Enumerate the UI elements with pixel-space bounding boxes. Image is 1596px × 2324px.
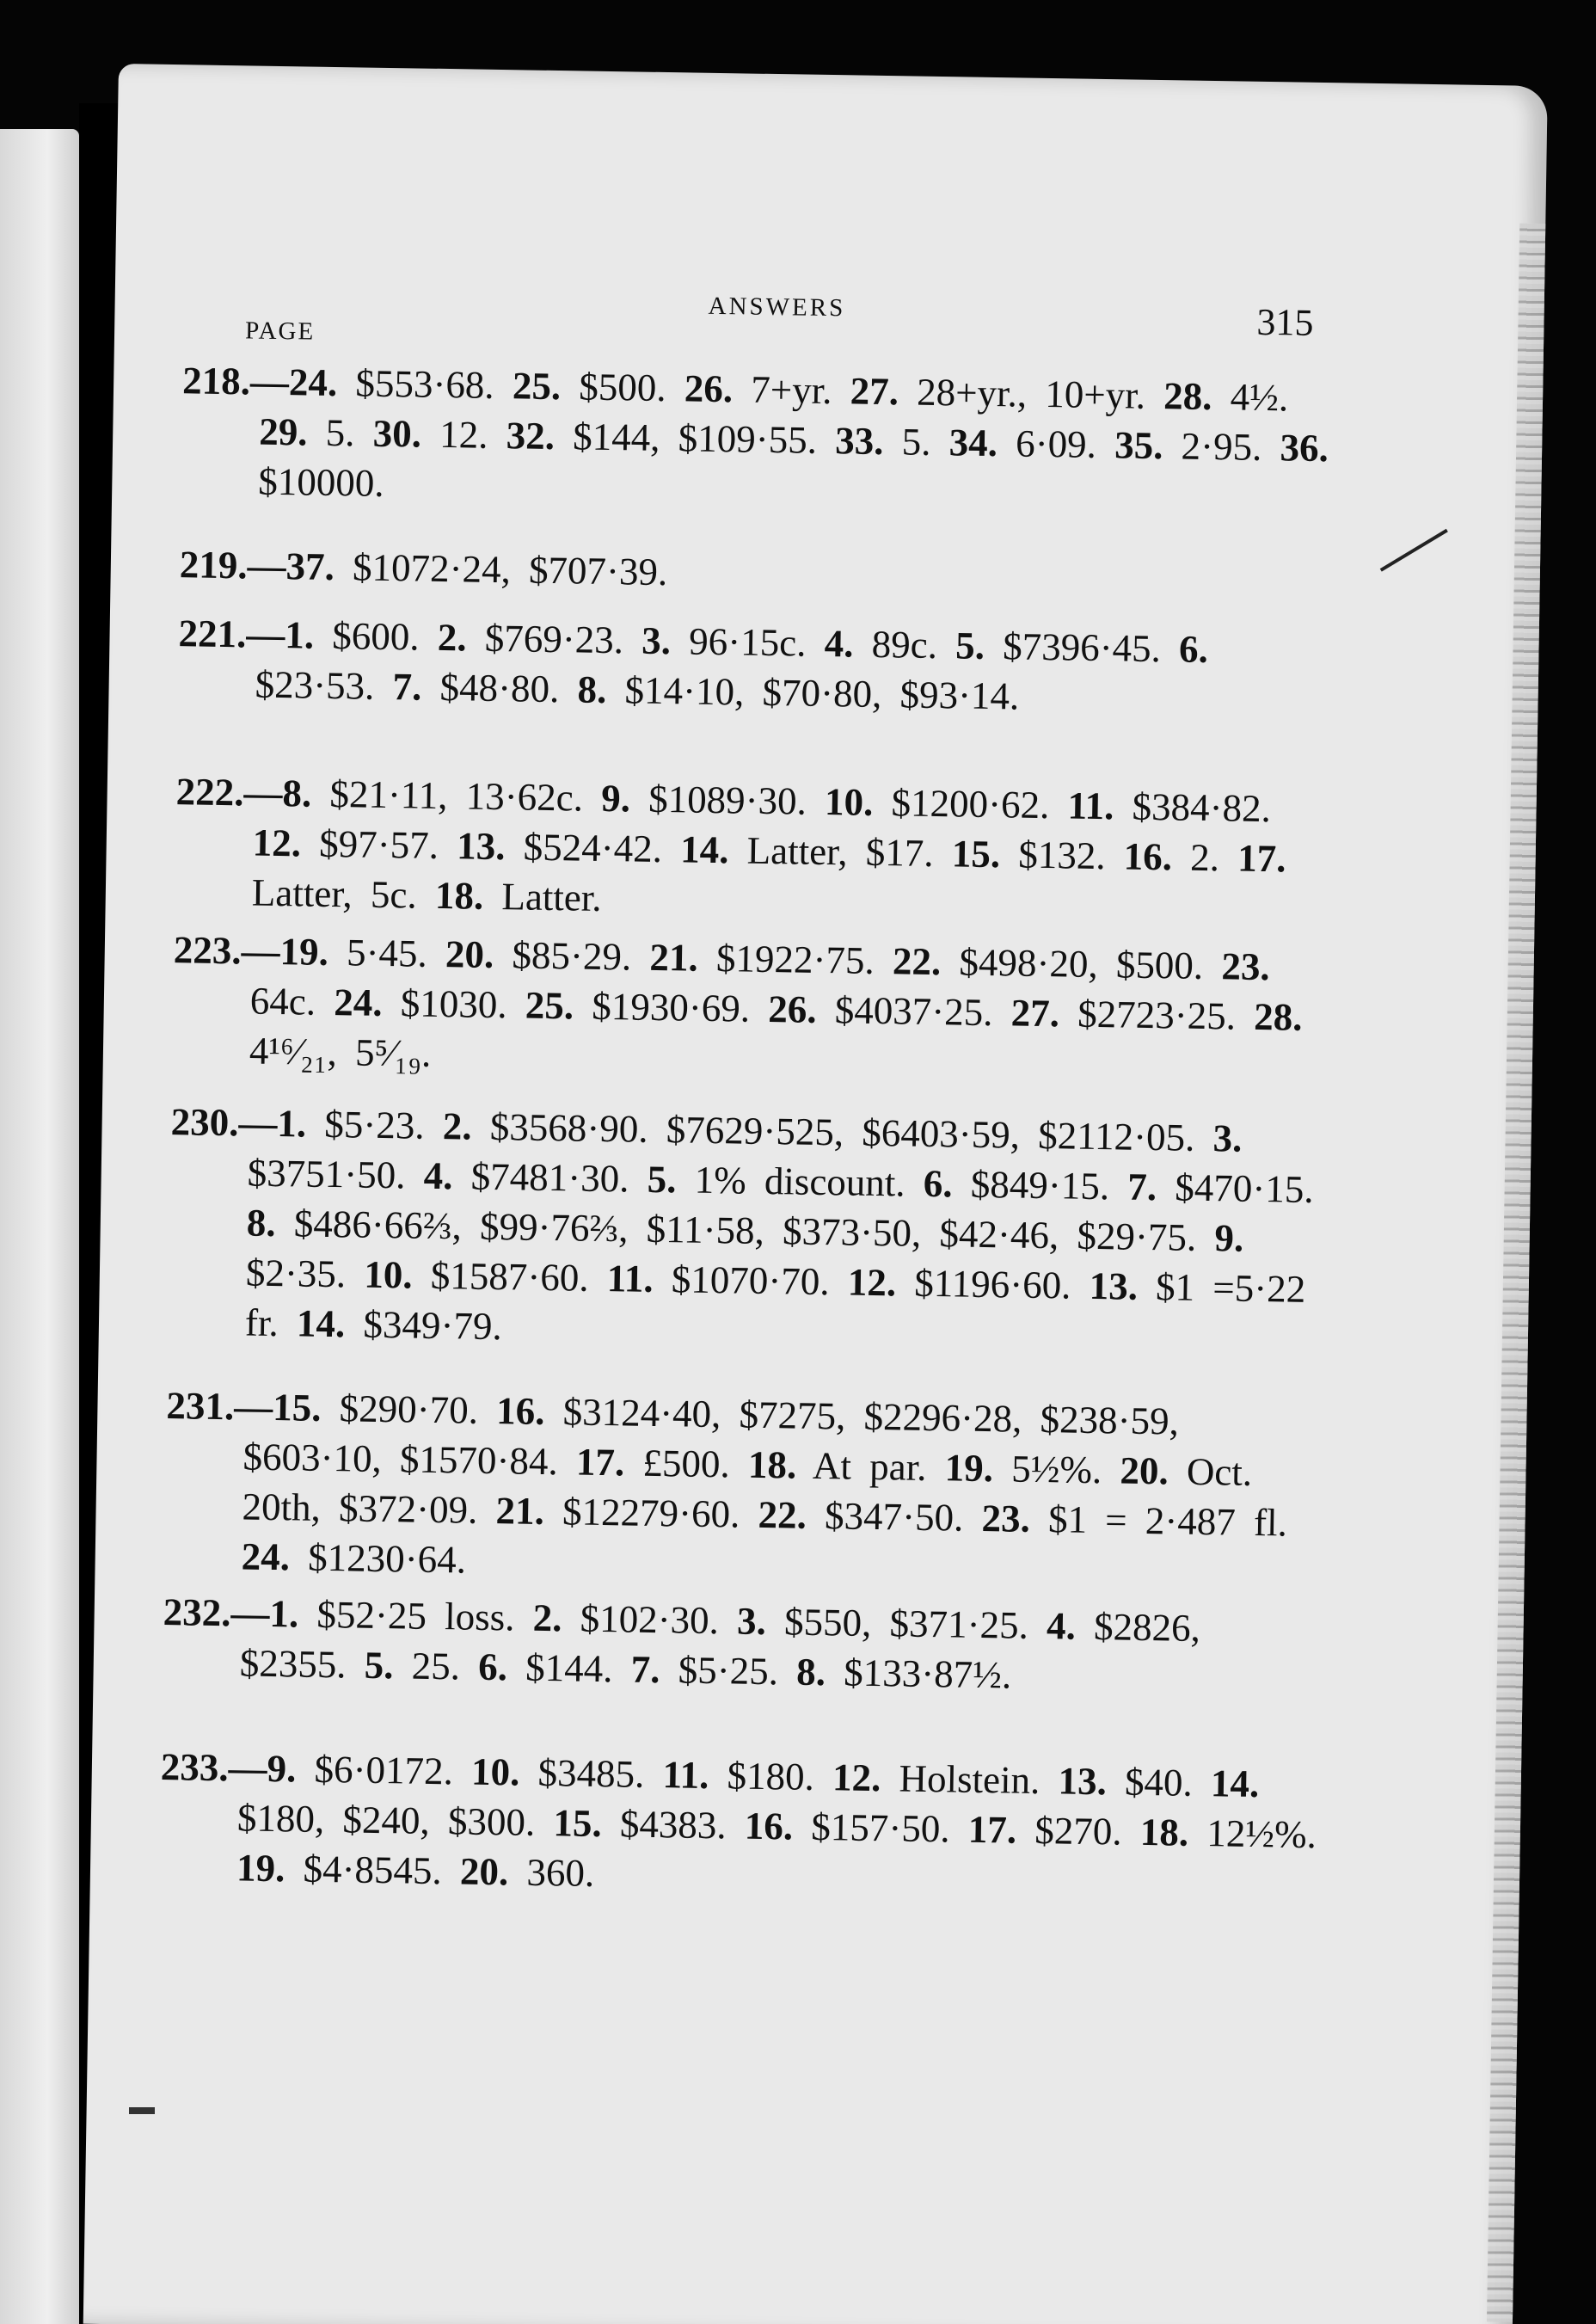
answer-item [246,1202,1196,1259]
question-number: 12. [252,821,302,865]
question-number: 18. [1139,1810,1189,1854]
answer-value: $1 =5·22 fr. [244,1264,1306,1345]
answer-value: $290·70. [321,1386,479,1432]
answer-item [649,936,875,982]
answer-entry-230 [168,1097,1332,1364]
answer-value: $12279·60. [543,1489,740,1536]
answer-value: $102·30. [562,1596,720,1643]
answer-item [457,824,663,870]
answer-item [364,1644,460,1688]
question-number: 15. [553,1801,603,1846]
answer-value: $5·25. [660,1648,779,1694]
pencil-tick-mark [1380,529,1448,572]
question-number: 17. [1237,836,1286,881]
answer-page-ref: 222.— [175,770,283,815]
question-number: 8. [795,1650,826,1694]
page-number: 315 [1256,300,1314,344]
question-number: 5. [955,624,985,667]
answer-item [825,780,1050,827]
question-number: 37. [285,544,335,589]
question-number: 11. [606,1257,654,1300]
answer-item [680,827,934,875]
answer-item [445,932,632,978]
answer-value: $7396·45. [984,624,1162,671]
answer-value: 1% discount. [676,1158,906,1205]
answer-item [364,1253,589,1300]
answer-value: Latter. [482,874,603,919]
answer-page-ref: 233.— [160,1745,268,1790]
question-number: 4. [423,1153,453,1198]
answer-value: $144, $109·55. [554,415,818,462]
answer-value: $1072·24, $707·39. [334,545,668,594]
answer-entry-233 [159,1742,1323,1909]
question-number: 5. [647,1157,677,1202]
answer-item [532,1596,719,1642]
question-number: 16. [744,1804,794,1848]
question-number: 6. [923,1161,954,1206]
question-number: 1. [284,613,315,657]
answer-value: £500. [623,1441,731,1486]
question-number: 7. [630,1647,660,1692]
answer-value: $2826, $2355. [239,1604,1201,1687]
question-number: 15. [272,1386,322,1429]
question-number: 12. [847,1260,897,1305]
question-number: 13. [1058,1759,1108,1804]
answer-item [758,1493,964,1540]
answer-value: 2. [1171,835,1220,880]
answer-item [478,1645,613,1690]
answer-value: 360. [507,1850,595,1895]
question-number: 26. [767,987,817,1031]
answer-item [748,1443,927,1489]
question-number: 25. [525,983,574,1028]
question-number: 20. [445,932,494,976]
question-number: 21. [495,1489,545,1533]
answer-item [471,1750,645,1796]
answer-item [1163,374,1289,419]
answer-value: Latter, $17. [728,828,934,875]
answer-page-ref: 219.— [179,543,286,588]
answer-item [1010,991,1236,1037]
page-column-label: PAGE [244,317,316,346]
answer-item [443,1104,1195,1159]
question-number: 14. [1210,1761,1260,1806]
answer-value: $849·15. [952,1162,1110,1208]
answer-item [955,624,1162,670]
answer-item [285,544,667,593]
answer-value: $180. [708,1754,815,1798]
answer-value: $4037·25. [816,987,993,1035]
answer-value: 5. [883,420,931,464]
question-number: 9. [267,1746,297,1791]
answer-item [435,874,602,919]
question-number: 3. [641,618,672,663]
question-number: 3. [1212,1116,1243,1160]
answer-value: 28+yr., 10+yr. [898,370,1146,417]
answer-value: $2·35. [245,1251,347,1296]
answer-value: $3568·90. $7629·525, $6403·59, $2112·05. [471,1104,1195,1159]
answer-value: $498·20, $500. [940,940,1204,987]
answer-value: 7+yr. [732,367,832,413]
answer-item [1127,1165,1314,1211]
answer-item [630,1648,778,1694]
answer-entry-232 [162,1587,1324,1705]
answer-value: $550, $371·25. [765,1600,1029,1647]
answer-entry-223 [172,925,1335,1092]
question-number: 35. [1114,423,1163,468]
answer-item [641,619,807,665]
question-number: 22. [758,1492,807,1537]
answer-value: $3124·40, $7275, $2296·28, $238·59, $603·10, $1570·84. [242,1389,1180,1484]
answer-value: $524·42. [505,825,663,871]
answer-item [948,421,1096,466]
answer-value: $48·80. [421,665,560,711]
answer-value: $769·23. [466,616,624,662]
answer-value: $1 = 2·487 fl. [1029,1497,1288,1545]
answer-item [252,821,439,867]
question-number: 18. [747,1442,797,1487]
answer-item [460,1849,595,1894]
answer-entry-219 [179,539,1341,607]
answer-page-ref: 218.— [181,359,290,404]
answer-value: $6·0172. [295,1747,454,1793]
answer-value: $600. [313,613,420,659]
answer-value: $486·66⅔, $99·76⅔, $11·58, $373·50, $42·46, $29·75. [275,1202,1197,1259]
question-number: 15. [951,832,1001,876]
answer-item [282,772,583,819]
question-number: 19. [236,1846,285,1891]
answer-value: $3485. [519,1750,645,1796]
answer-value: 12. [420,412,488,457]
answer-value: 4½. [1212,375,1289,420]
question-number: 14. [679,827,729,872]
question-number: 28. [1253,994,1303,1039]
question-number: 24. [288,360,338,405]
answer-value: $470·15. [1156,1165,1314,1211]
answer-item [495,1489,740,1535]
answer-item [437,616,623,661]
answer-item [506,414,817,462]
answer-item [259,410,355,455]
answer-value: 64c. [249,979,316,1024]
question-number: 28. [1163,374,1212,419]
answer-item [277,1102,425,1147]
answer-value: $384·82. [1114,784,1272,831]
question-number: 9. [1214,1216,1244,1260]
answer-item [768,987,993,1034]
question-number: 5. [364,1643,394,1688]
question-number: 30. [372,411,422,456]
answer-item [269,1592,515,1638]
answer-value: $347·50. [806,1493,964,1540]
question-number: 25. [512,364,562,409]
question-number: 12. [832,1755,881,1800]
answer-entry-231 [163,1380,1327,1598]
answer-value: $85·29. [493,932,632,979]
question-number: 27. [1010,991,1060,1036]
question-number: 13. [456,824,506,869]
answer-value: 96·15c. [670,619,807,665]
answer-item [372,412,488,457]
question-number: 29. [258,409,308,454]
question-number: 34. [948,421,998,465]
answer-value: $349·79. [344,1302,503,1349]
answer-item [835,419,931,464]
question-number: 6. [1178,627,1209,671]
answer-item [392,665,560,710]
answer-value: $180, $240, $300. [236,1796,536,1844]
answers-page [83,64,1548,2324]
answer-entry-221 [177,608,1340,726]
answer-value: $553·68. [336,361,495,407]
margin-mark [129,2107,155,2114]
question-number: 23. [981,1496,1031,1540]
question-number: 23. [1221,944,1271,989]
page-edge-texture [1487,224,1545,2322]
answer-value: $1200·62. [873,780,1050,827]
answer-value: $270. [1016,1808,1122,1854]
answer-value: $4383. [601,1802,727,1848]
answer-entry-222 [174,766,1337,934]
answer-value: $5·23. [305,1102,426,1147]
answer-value: 6·09. [997,421,1097,466]
question-number: 20. [459,1849,509,1894]
question-number: 8. [282,772,312,815]
question-number: 4. [824,621,854,666]
question-number: 14. [296,1301,346,1346]
answer-value: $1230·64. [289,1535,467,1582]
question-number: 6. [477,1645,508,1689]
answer-value: Holstein. [880,1756,1040,1803]
answer-item [850,369,1145,416]
answer-item [297,1301,503,1348]
question-number: 19. [279,930,329,974]
question-number: 26. [684,366,734,411]
answer-value: 5·45. [328,930,428,975]
question-number: 22. [892,939,942,984]
answer-item [951,832,1106,877]
answer-value: 89c. [853,622,938,667]
question-number: 1. [269,1591,299,1636]
answer-item [1067,784,1271,830]
question-number: 24. [333,981,384,1024]
answer-page-ref: 231.— [166,1384,273,1429]
answer-item [241,1534,466,1581]
question-number: 10. [470,1749,520,1794]
answer-value: $157·50. [792,1804,951,1851]
answer-value: $14·10, $70·80, $93·14. [605,668,1020,718]
question-number: 7. [1126,1165,1157,1209]
answer-item [601,777,807,823]
question-number: 17. [575,1440,625,1485]
question-number: 11. [1067,784,1114,828]
facing-page-edge [0,129,79,2324]
answer-value: 12½%. [1188,1811,1317,1857]
answer-item [832,1755,1040,1802]
answer-item [684,366,832,412]
answer-item [662,1753,814,1798]
answer-page-ref: 230.— [170,1100,278,1146]
answer-value: Oct. 20th, $372·09. [242,1449,1253,1532]
answer-item [1139,1811,1317,1856]
answer-value: 25. [393,1644,461,1688]
question-number: 16. [1123,834,1173,879]
answer-item [1114,423,1262,469]
question-number: 4. [1046,1604,1077,1648]
question-number: 9. [600,776,631,821]
question-number: 21. [649,935,699,980]
question-number: 33. [834,419,884,464]
answer-item [279,930,427,975]
question-number: 7. [392,665,422,709]
answer-item [847,1260,1071,1306]
answer-value: 5. [307,410,355,455]
question-number: 11. [662,1753,709,1798]
answer-item [1123,834,1219,879]
question-number: 10. [824,780,874,824]
answer-value: $500. [560,365,667,410]
answer-item [273,1386,479,1432]
answer-item [267,1747,453,1792]
answer-value: $133·87½. [825,1651,1012,1697]
answer-page-ref: 232.— [163,1590,270,1635]
answer-item [525,984,750,1030]
question-number: 18. [434,873,484,918]
answer-value: $7481·30. [452,1154,629,1201]
answer-value: $1930·69. [573,984,751,1030]
answer-item [824,622,937,667]
answer-value: $1587·60. [412,1253,590,1300]
answer-value: $97·57. [300,821,439,867]
answer-item [893,939,1204,987]
answer-value: Latter, 5c. [251,870,418,917]
answer-value: $1922·75. [697,936,875,982]
question-number: 36. [1280,426,1329,470]
question-number: 19. [944,1446,994,1491]
answer-item [334,981,507,1026]
answer-item [285,613,420,658]
question-number: 1. [277,1102,307,1146]
answer-item [513,364,667,409]
answer-item [745,1804,951,1851]
answer-item [1058,1759,1193,1804]
question-number: 8. [246,1201,276,1245]
answer-value: $10000. [257,459,385,505]
answer-item [796,1651,1012,1697]
answer-item [606,1257,830,1303]
answer-value: At par. [795,1443,927,1489]
answer-item [236,1846,443,1892]
answer-value: $1089·30. [629,777,807,823]
answer-item [737,1600,1028,1647]
answer-value: $1030. [382,981,507,1027]
question-number: 16. [495,1389,545,1433]
answer-value: $52·25 loss. [298,1592,515,1639]
question-number: 17. [967,1807,1017,1852]
answer-value: $2723·25. [1059,992,1237,1038]
answer-value: 2·95. [1163,424,1262,469]
answer-value: $4·8545. [284,1847,443,1893]
answer-value: $132. [999,833,1106,878]
answer-item [423,1154,629,1201]
question-number: 2. [437,615,467,660]
answer-value: $1196·60. [895,1261,1071,1307]
answer-item [647,1158,905,1205]
question-number: 2. [442,1104,473,1148]
question-number: 27. [850,369,899,414]
answer-item [944,1446,1102,1491]
answer-item [967,1808,1122,1854]
question-number: 3. [736,1599,767,1644]
answer-value: $40. [1106,1760,1194,1804]
answer-value: $21·11, 13·62c. [310,772,584,820]
answer-value: $144. [506,1645,613,1691]
question-number: 24. [241,1534,291,1579]
answer-item [289,360,495,407]
question-number: 8. [577,667,607,711]
question-number: 13. [1089,1263,1139,1308]
answer-page-ref: 221.— [178,612,285,657]
question-number: 20. [1120,1448,1169,1493]
answer-item [577,667,1019,717]
answer-value: $1070·70. [653,1257,831,1304]
answer-item [553,1801,727,1847]
answer-value: 4¹⁶⁄₂₁, 5⁵⁄₁₉. [249,1029,432,1075]
question-number: 10. [364,1252,414,1297]
answer-value: 5½%. [992,1447,1102,1492]
answer-value: $23·53. [255,662,375,708]
answer-value: $3751·50. [247,1151,406,1197]
question-number: 2. [532,1595,562,1640]
answer-page-ref: 223.— [173,928,280,974]
running-head: ANSWERS [708,292,846,323]
answer-item [576,1441,731,1486]
answer-item [924,1162,1110,1208]
question-number: 32. [506,414,556,458]
answer-entry-218 [181,355,1344,523]
answer-item [981,1497,1287,1545]
